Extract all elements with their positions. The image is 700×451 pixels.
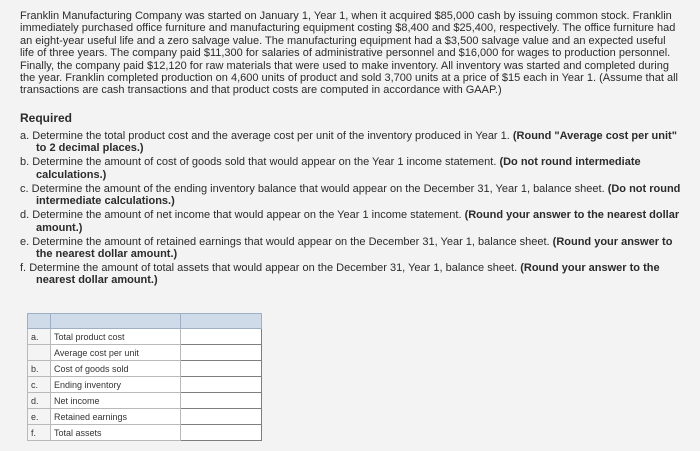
row-letter: b. <box>28 361 51 377</box>
table-row <box>28 393 262 409</box>
requirement-letter: c. <box>20 182 29 195</box>
answer-cell <box>181 393 262 409</box>
requirement-note: (Round your answer to the nearest dollar amount.) <box>36 209 680 234</box>
row-label: Cost of goods sold <box>51 361 181 377</box>
requirement-text: Determine the amount of the ending inventory balance that would appear on the December 31, Year 1, balance sheet. <box>31 182 605 195</box>
row-letter: c. <box>28 377 51 393</box>
header-label-cell <box>51 314 181 329</box>
answer-table <box>27 313 262 441</box>
total-product-cost-input[interactable] <box>181 330 261 344</box>
table-row <box>28 329 262 345</box>
header-value-cell <box>181 314 262 329</box>
row-label: Average cost per unit <box>51 345 181 361</box>
requirement-e <box>20 236 682 261</box>
ending-inventory-input[interactable] <box>181 378 261 392</box>
requirement-letter: d. <box>20 209 30 222</box>
answer-cell <box>181 425 262 441</box>
requirement-f <box>20 262 682 287</box>
row-label: Total assets <box>51 425 181 441</box>
row-letter: e. <box>28 409 51 425</box>
required-heading: Required <box>20 111 73 125</box>
requirement-letter: f. <box>20 262 27 275</box>
answer-cell <box>181 377 262 393</box>
requirement-text: Determine the amount of cost of goods sold that would appear on the Year 1 income statement. <box>32 156 497 169</box>
table-row <box>28 377 262 393</box>
row-letter: d. <box>28 393 51 409</box>
answer-cell <box>181 409 262 425</box>
row-letter: a. <box>28 329 51 345</box>
row-label: Retained earnings <box>51 409 181 425</box>
average-cost-per-unit-input[interactable] <box>181 346 261 360</box>
row-label: Net income <box>51 393 181 409</box>
requirement-note: (Round your answer to the nearest dollar amount.) <box>36 235 673 261</box>
total-assets-input[interactable] <box>181 426 261 440</box>
table-row <box>28 361 262 377</box>
requirement-letter: a. <box>20 130 30 142</box>
table-row <box>28 345 262 361</box>
requirement-note: (Do not round intermediate calculations.) <box>36 182 681 208</box>
requirement-note: (Round "Average cost per unit" to 2 decimal places.) <box>36 130 677 155</box>
requirement-text: Determine the total product cost and the average cost per unit of the inventory produced in Year 1. <box>32 130 510 142</box>
requirement-letter: b. <box>20 156 30 169</box>
requirements-list <box>20 130 682 288</box>
answer-cell <box>181 345 262 361</box>
row-letter <box>28 345 51 361</box>
requirement-b <box>20 156 682 181</box>
header-letter-cell <box>28 314 51 329</box>
requirement-a <box>20 130 682 155</box>
table-row <box>28 409 262 425</box>
requirement-d <box>20 209 682 234</box>
row-letter: f. <box>28 425 51 441</box>
problem-intro: Franklin Manufacturing Company was started on January 1, Year 1, when it acquired $85,000 cash by issuing common stock. Franklin immediately purchased office furniture and manufacturing equipment costing $8,400 and $25,400, respectively. The office furniture had an eight-year useful life and a zero salvage value. The manufacturing equipment had a $3,500 salvage value and an expected useful life of three years. The company paid $11,300 for salaries of administrative personnel and $16,000 for wages to production personnel. Finally, the company paid $12,120 for raw materials that were used to make inventory. All inventory was started and completed during the year. Franklin completed production on 4,600 units of product and sold 3,700 units at a price of $15 each in Year 1. (Assume that all transactions are cash transactions and that product costs are computed in accordance with GAAP.) <box>20 10 678 97</box>
retained-earnings-input[interactable] <box>181 410 261 424</box>
requirement-c <box>20 183 682 208</box>
answer-cell <box>181 361 262 377</box>
answer-cell <box>181 329 262 345</box>
row-label: Ending inventory <box>51 377 181 393</box>
row-label: Total product cost <box>51 329 181 345</box>
requirement-text: Determine the amount of net income that would appear on the Year 1 income statement. <box>32 209 462 222</box>
answer-table-header <box>28 314 262 329</box>
net-income-input[interactable] <box>181 394 261 408</box>
requirement-text: Determine the amount of total assets that would appear on the December 31, Year 1, balance sheet. <box>29 262 518 275</box>
requirement-letter: e. <box>20 235 30 248</box>
requirement-note: (Do not round intermediate calculations.) <box>36 156 641 181</box>
requirement-note: (Round your answer to the nearest dollar amount.) <box>36 262 660 287</box>
requirement-text: Determine the amount of retained earnings that would appear on the December 31, Year 1, balance sheet. <box>32 235 550 248</box>
cost-of-goods-sold-input[interactable] <box>181 362 261 376</box>
table-row <box>28 425 262 441</box>
